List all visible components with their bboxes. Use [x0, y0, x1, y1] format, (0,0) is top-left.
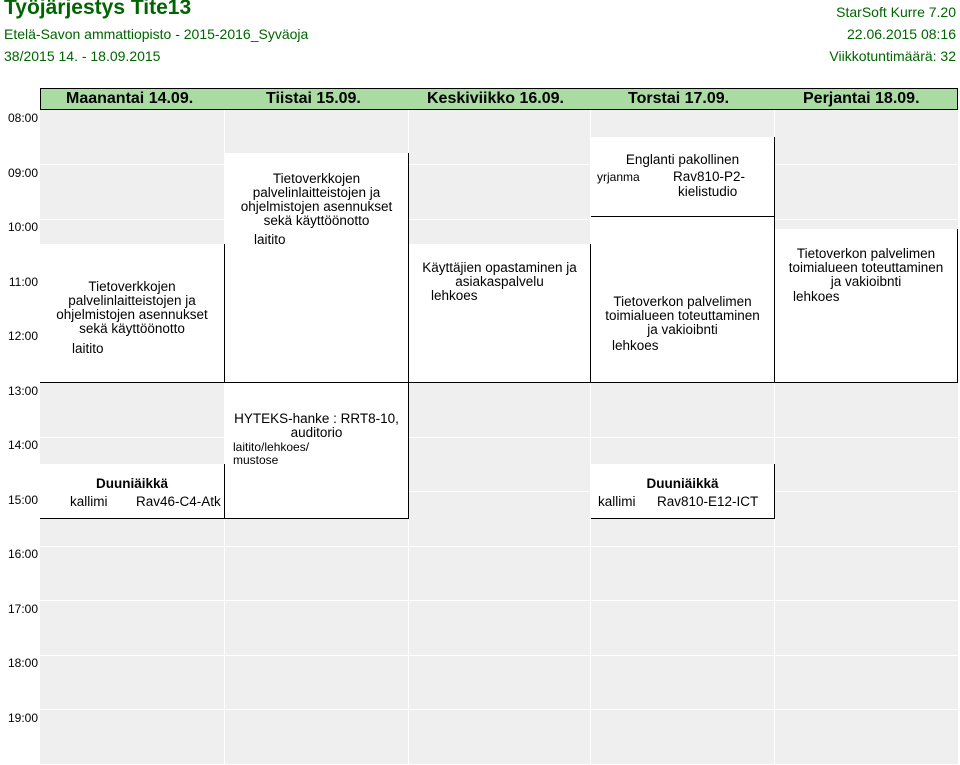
time-label: 11:00 — [8, 275, 38, 289]
event-title-line: palvelinlaitteistojen ja — [68, 293, 196, 308]
time-label: 15:00 — [7, 493, 38, 507]
time-label: 17:00 — [7, 602, 38, 616]
event-title-line: ohjelmistojen asennukset — [240, 199, 393, 214]
event-title: Duuniäikkä — [95, 476, 169, 491]
event-mon-duuniaikka[interactable] — [40, 464, 225, 519]
hour-line — [40, 437, 958, 438]
event-teacher: laitito/lehkoes/ — [233, 440, 310, 454]
event-title-line: Tietoverkon palvelimen — [796, 246, 936, 261]
event-title-line: Tietoverkkojen — [88, 279, 176, 294]
time-label: 16:00 — [7, 547, 38, 561]
event-title-line: sekä käyttöönotto — [263, 213, 370, 228]
event-thu-duuniaikka[interactable] — [591, 464, 775, 519]
day-wednesday: Keskiviikko 16.09. — [427, 90, 564, 107]
event-title-line: ohjelmistojen asennukset — [56, 307, 208, 322]
event-title: Englanti pakollinen — [625, 152, 740, 167]
event-title-line: toimialueen toteuttaminen — [605, 308, 760, 323]
event-teacher: kallimi — [70, 494, 108, 509]
day-thursday: Torstai 17.09. — [628, 90, 730, 107]
event-title-line: ja vakioibnti — [647, 322, 718, 337]
print-timestamp: 22.06.2015 08:16 — [847, 26, 956, 42]
software-version: StarSoft Kurre 7.20 — [836, 4, 956, 20]
hour-line — [40, 164, 958, 165]
event-title-line: Tietoverkkojen — [272, 171, 361, 186]
event-teacher: laitito — [72, 341, 104, 356]
event-title-line: asiakaspalvelu — [455, 274, 544, 289]
weekly-hours: Viikkotuntimäärä: 32 — [829, 48, 956, 64]
event-title: Duuniäikkä — [646, 476, 719, 491]
hour-line — [40, 709, 958, 710]
event-title-line: ja vakioibnti — [830, 274, 902, 289]
event-room: Rav810-E12-ICT — [657, 494, 759, 509]
hour-line — [40, 219, 958, 220]
event-thu-english[interactable] — [591, 137, 775, 217]
event-wed-user-guidance[interactable] — [409, 244, 591, 383]
event-room: Rav46-C4-Atk — [136, 494, 221, 509]
event-teacher: lehkoes — [612, 338, 659, 353]
time-label: 12:00 — [7, 329, 38, 343]
event-teacher: laitito — [254, 232, 286, 247]
event-room: kielistudio — [678, 184, 738, 199]
time-label: 08:00 — [7, 111, 38, 125]
time-label: 10:00 — [7, 220, 38, 234]
day-tuesday: Tiistai 15.09. — [266, 90, 361, 107]
event-title-line: Tietoverkon palvelimen — [613, 294, 752, 309]
event-teacher: mustose — [233, 453, 279, 467]
hour-line — [40, 546, 958, 547]
event-title-line: auditorio — [290, 425, 343, 440]
event-teacher: yrjanma — [597, 170, 640, 184]
timetable-grid — [40, 88, 958, 764]
day-monday: Maanantai 14.09. — [66, 90, 194, 107]
time-label: 19:00 — [7, 711, 38, 725]
event-room: Rav810-P2- — [673, 169, 746, 184]
event-teacher: lehkoes — [431, 288, 478, 303]
event-teacher: lehkoes — [793, 289, 840, 304]
event-tue-network-installation[interactable] — [225, 153, 409, 383]
time-label: 14:00 — [7, 438, 38, 452]
page-title: Työjärjestys Tite13 — [4, 0, 192, 19]
event-teacher: kallimi — [598, 494, 636, 509]
event-title-line: toimialueen toteuttaminen — [788, 260, 944, 275]
event-tue-hyteks[interactable] — [225, 383, 409, 519]
event-fri-server-domain[interactable] — [775, 229, 958, 383]
hour-line — [40, 655, 958, 656]
event-mon-network-installation[interactable] — [40, 244, 225, 383]
event-title-line: Käyttäjien opastaminen ja — [422, 260, 577, 275]
event-title-line: HYTEKS-hanke : RRT8-10, — [234, 411, 399, 426]
week-range: 38/2015 14. - 18.09.2015 — [4, 48, 161, 64]
event-title-line: palvelinlaitteistojen ja — [252, 185, 381, 200]
event-thu-server-domain[interactable] — [591, 217, 775, 383]
school-name: Etelä-Savon ammattiopisto - 2015-2016_Syväoja — [4, 26, 309, 42]
event-title-line: sekä käyttöönotto — [79, 321, 185, 336]
time-label: 09:00 — [7, 166, 38, 180]
day-friday: Perjantai 18.09. — [803, 90, 920, 107]
hour-line — [40, 600, 958, 601]
time-label: 13:00 — [7, 384, 38, 398]
time-label: 18:00 — [7, 656, 38, 670]
